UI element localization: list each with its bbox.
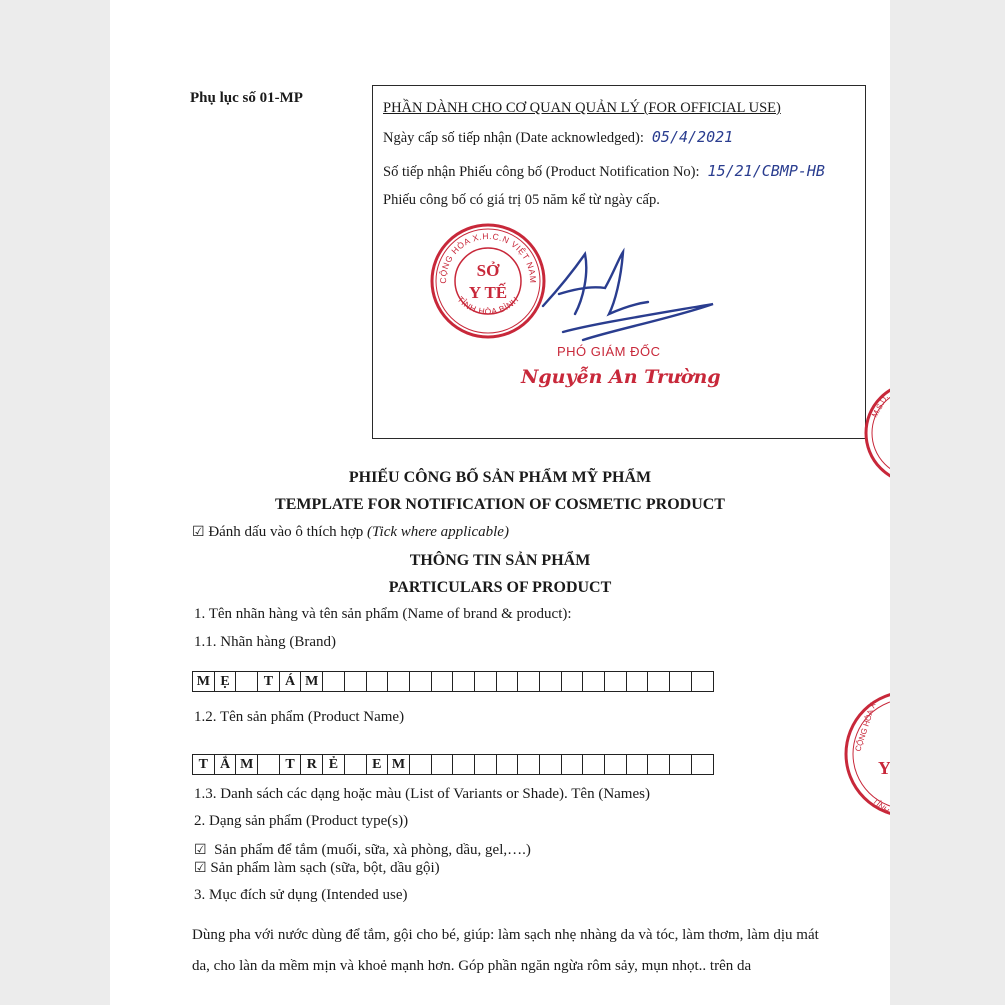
character-box	[627, 671, 649, 692]
checkbox-icon: ☑	[192, 524, 205, 540]
signer-name: Nguyễn An Trường	[521, 366, 721, 388]
notification-number-value: 15/21/CBMP-HB	[707, 162, 825, 180]
checkbox-checked-icon: ☑	[194, 860, 207, 876]
section-title-en: PARTICULARS OF PRODUCT	[388, 579, 612, 596]
date-acknowledged: Ngày cấp số tiếp nhận (Date acknowledged): 05/4/2021	[383, 128, 734, 146]
section-title-vi: THÔNG TIN SẢN PHẨM	[409, 552, 591, 569]
official-use-title: PHẦN DÀNH CHO CƠ QUAN QUẢN LÝ (FOR OFFICIAL USE)	[383, 100, 781, 116]
title-vi: PHIẾU CÔNG BỐ SẢN PHẨM MỸ PHẨM	[348, 469, 652, 486]
intended-use-text: Dùng pha với nước dùng để tắm, gội cho bé, giúp: làm sạch nhẹ nhàng da và tóc, làm thơm, làm dịu mát da, cho làn da mềm mịn và khoẻ mạnh hơn. Góp phần ngăn ngừa rôm sảy, mụn nhọt.. trên da	[192, 927, 819, 974]
character-box	[562, 754, 584, 775]
character-box	[388, 671, 410, 692]
character-box	[475, 671, 497, 692]
character-box	[497, 754, 519, 775]
character-box: Ẹ	[215, 671, 237, 692]
character-box: Ắ	[215, 754, 237, 775]
character-box	[605, 671, 627, 692]
character-box	[648, 671, 670, 692]
character-box	[367, 671, 389, 692]
character-box	[410, 671, 432, 692]
title-en: TEMPLATE FOR NOTIFICATION OF COSMETIC PRODUCT	[275, 496, 725, 513]
character-box	[345, 754, 367, 775]
character-box	[605, 754, 627, 775]
seal-center-1: SỞ	[476, 261, 500, 280]
character-box: M	[301, 671, 323, 692]
character-box: T	[280, 754, 302, 775]
character-box	[583, 671, 605, 692]
character-box	[258, 754, 280, 775]
seal-center-2: Y TẾ	[468, 283, 508, 302]
document-page	[110, 0, 890, 1005]
date-acknowledged-value: 05/4/2021	[651, 128, 734, 146]
character-box: M	[236, 754, 258, 775]
product-character-boxes	[192, 754, 714, 775]
checkbox-checked-icon: ☑	[194, 842, 207, 858]
item-1: 1. Tên nhãn hàng và tên sản phẩm (Name of brand & product):	[194, 606, 572, 622]
character-box	[518, 754, 540, 775]
validity-note: Phiếu công bố có giá trị 05 năm kể từ ngày cấp.	[383, 192, 660, 208]
character-box	[670, 754, 692, 775]
signature-icon	[523, 244, 723, 354]
product-type-2: ☑ Sản phẩm làm sạch (sữa, bột, dầu gội)	[194, 860, 440, 876]
side-stamp-bottom-text: CỘNG HÒA X.	[853, 699, 879, 753]
notification-number: Số tiếp nhận Phiếu công bố (Product Notification No): 15/21/CBMP-HB	[383, 162, 825, 180]
side-stamp-bottom-ring: TỈNH	[870, 796, 891, 816]
character-box	[432, 754, 454, 775]
character-box: Ẻ	[323, 754, 345, 775]
character-box	[627, 754, 649, 775]
item-3: 3. Mục đích sử dụng (Intended use)	[194, 887, 408, 903]
character-box	[692, 671, 714, 692]
seal-ring-bottom: TỈNH HÒA BÌNH	[455, 294, 521, 317]
item-1-3: 1.3. Danh sách các dạng hoặc màu (List of Variants or Shade). Tên (Names)	[194, 786, 650, 802]
annex-label: Phụ lục số 01-MP	[190, 90, 303, 106]
character-box	[453, 754, 475, 775]
character-box	[562, 671, 584, 692]
side-stamp-bottom-icon	[840, 684, 890, 824]
character-box	[323, 671, 345, 692]
character-box	[540, 671, 562, 692]
item-1-1: 1.1. Nhãn hàng (Brand)	[194, 634, 337, 650]
character-box	[410, 754, 432, 775]
character-box	[497, 671, 519, 692]
side-stamp-bottom-center: Y	[878, 758, 891, 778]
character-box	[540, 754, 562, 775]
character-box: M	[193, 671, 215, 692]
character-box	[583, 754, 605, 775]
character-box	[670, 671, 692, 692]
brand-character-boxes	[192, 671, 714, 692]
item-2: 2. Dạng sản phẩm (Product type(s))	[194, 813, 409, 829]
character-box	[345, 671, 367, 692]
character-box: T	[258, 671, 280, 692]
character-box: R	[301, 754, 323, 775]
signer-position: PHÓ GIÁM ĐỐC	[557, 344, 661, 359]
character-box	[648, 754, 670, 775]
character-box: E	[367, 754, 389, 775]
character-box	[692, 754, 714, 775]
character-box	[475, 754, 497, 775]
character-box	[236, 671, 258, 692]
side-stamp-top-text: M.S.D.	[869, 393, 890, 419]
tick-instruction: ☑ Đánh dấu vào ô thích hợp (Tick where applicable)	[192, 524, 509, 540]
character-box	[518, 671, 540, 692]
seal-ring-top: CỘNG HÒA X.H.C.N VIỆT NAM	[437, 230, 539, 284]
character-box	[432, 671, 454, 692]
character-box	[453, 671, 475, 692]
item-1-2: 1.2. Tên sản phẩm (Product Name)	[194, 709, 405, 725]
character-box: M	[388, 754, 410, 775]
product-type-1: ☑ Sản phẩm để tắm (muối, sữa, xà phòng, dầu, gel,….)	[194, 842, 531, 858]
character-box: T	[193, 754, 215, 775]
official-use-box	[372, 85, 866, 439]
character-box: Á	[280, 671, 302, 692]
